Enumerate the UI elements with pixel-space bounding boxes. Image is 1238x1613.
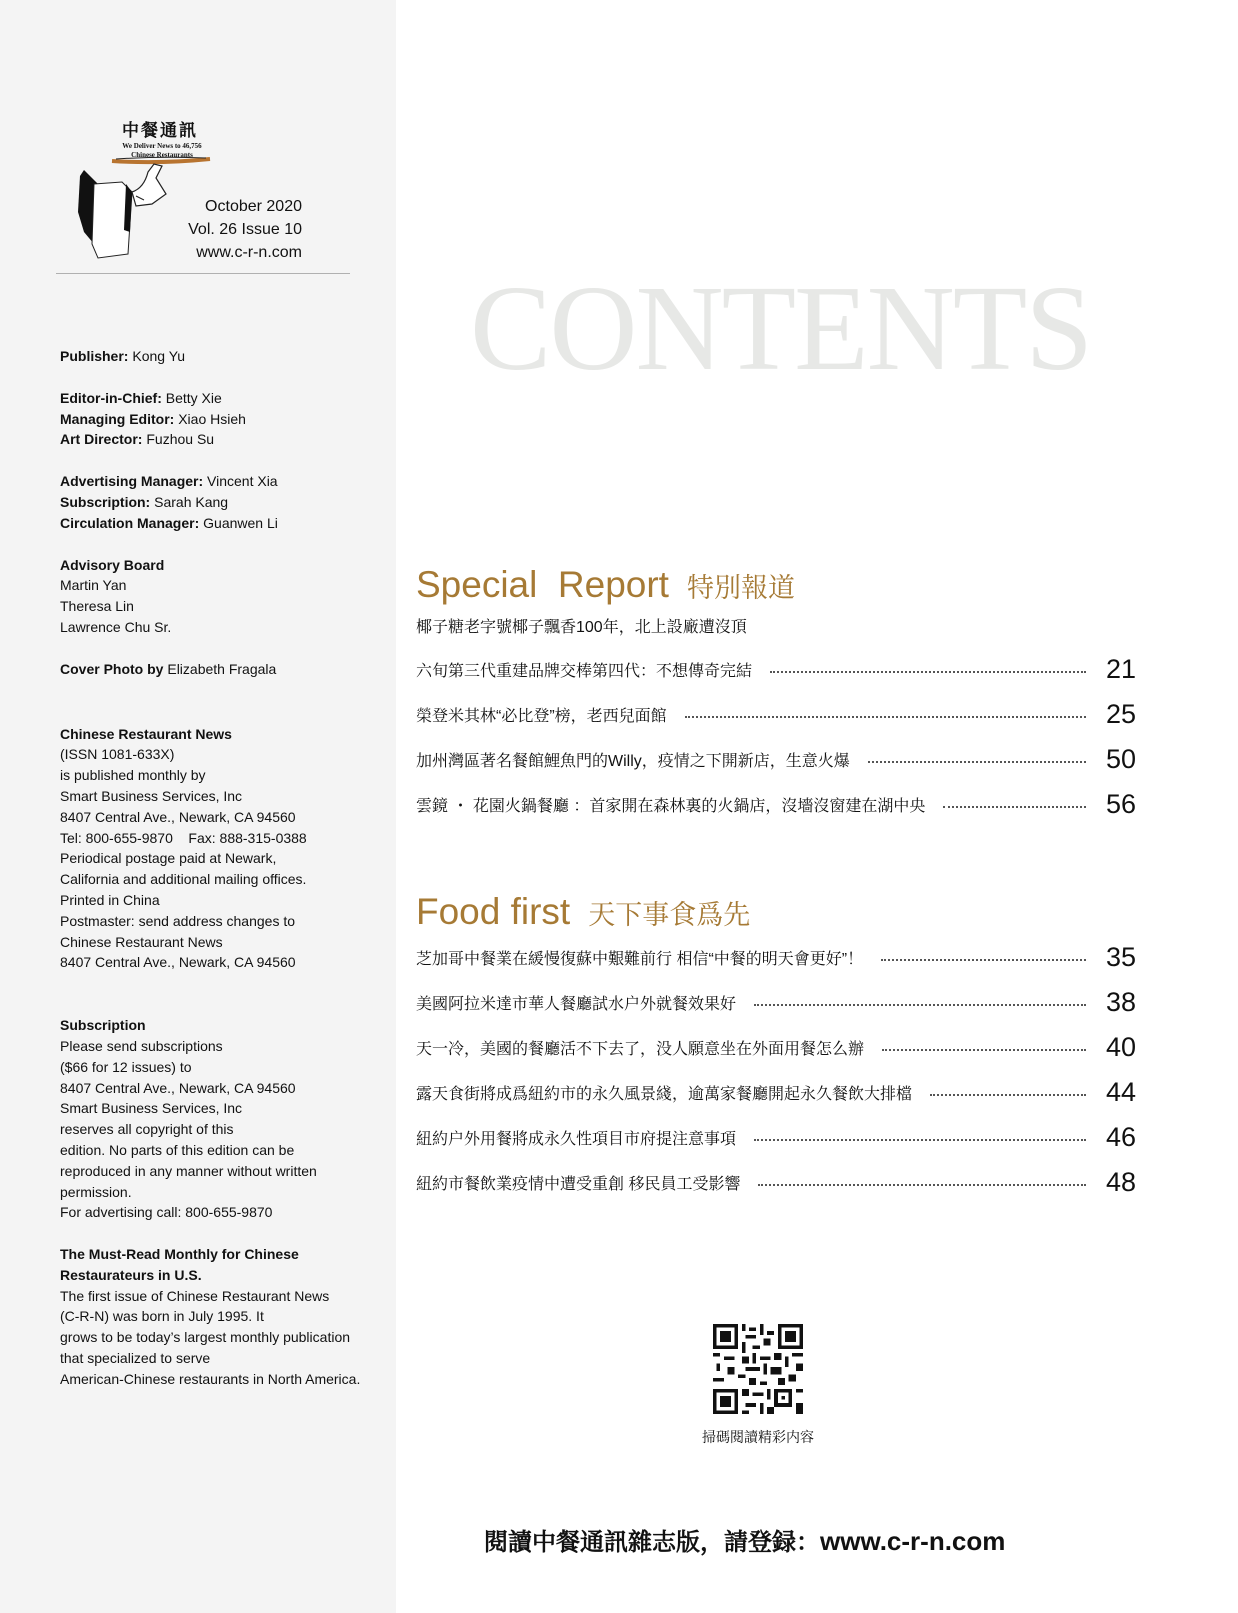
publication-info xyxy=(60,724,380,974)
special-report-title xyxy=(416,564,1136,608)
subscription-line: Subscription: Sarah Kang xyxy=(60,493,229,510)
toc-entry-title: 加州灣區著名餐館鯉魚門的Willy，疫情之下開新店，生意火爆 xyxy=(416,753,850,770)
must-read-text: The first issue of Chinese Restaurant News xyxy=(60,1287,330,1304)
toc-entry[interactable] xyxy=(416,1115,1136,1160)
must-read-text: American-Chinese restaurants in North America. xyxy=(60,1370,361,1387)
publisher-line: Publisher: Kong Yu xyxy=(60,348,186,364)
toc-entry[interactable] xyxy=(416,782,1136,827)
must-read-text: grows to be today’s largest monthly publication xyxy=(60,1329,351,1346)
dot-leader xyxy=(943,806,1086,808)
footer-text: 閱讀中餐通訊雜志版，請登録： xyxy=(484,1529,820,1556)
dot-leader xyxy=(881,959,1086,961)
advisory-board-heading: Advisory Board xyxy=(60,556,165,573)
food-first-title xyxy=(416,891,1136,935)
toc-entry-title: 榮登米其林“必比登”榜，老西兒面館 xyxy=(416,708,667,725)
advisory-member: Theresa Lin xyxy=(60,598,134,615)
subscription-info xyxy=(60,1015,380,1223)
publication-line: Smart Business Services, Inc xyxy=(60,787,243,804)
subscription-text: Please send subscriptions xyxy=(60,1037,223,1054)
toc-entry[interactable] xyxy=(416,980,1136,1025)
special-report-title-en: Special Report xyxy=(416,564,669,605)
food-first-title-en: Food first xyxy=(416,891,571,932)
art-director-line: Art Director: Fuzhou Su xyxy=(60,431,215,448)
toc-entry-page: 56 xyxy=(1105,789,1136,819)
publication-line: Postmaster: send address changes to xyxy=(60,912,296,929)
special-report-subtitle: 椰子糖老字號椰子飄香100年，北上設廠遭沒頂 xyxy=(416,619,747,636)
publication-line: 8407 Central Ave., Newark, CA 94560 xyxy=(60,954,296,971)
circulation-manager-line: Circulation Manager: Guanwen Li xyxy=(60,514,278,531)
sidebar-divider xyxy=(56,273,350,274)
subscription-text: For advertising call: 800-655-9870 xyxy=(60,1204,273,1221)
toc-entry-page: 46 xyxy=(1105,1122,1136,1152)
toc-entry-page: 50 xyxy=(1105,744,1136,774)
logo-tagline-2: Chinese Restaurants xyxy=(131,151,193,159)
advisory-member: Martin Yan xyxy=(60,577,127,594)
subscription-text: edition. No parts of this edition can be xyxy=(60,1141,295,1158)
dot-leader xyxy=(754,1139,1086,1141)
toc-entry[interactable] xyxy=(416,692,1136,737)
toc-entry-page: 44 xyxy=(1105,1077,1136,1107)
dot-leader xyxy=(685,716,1086,718)
publication-line: Printed in China xyxy=(60,891,160,908)
must-read-title: The Must-Read Monthly for Chinese xyxy=(60,1246,299,1263)
publication-line: Chinese Restaurant News xyxy=(60,933,223,950)
food-first-section xyxy=(416,891,1136,1205)
publication-line: 8407 Central Ave., Newark, CA 94560 xyxy=(60,808,296,825)
dot-leader xyxy=(882,1049,1086,1051)
contents-heading: CONTENTS xyxy=(470,261,1092,396)
dot-leader xyxy=(868,761,1086,763)
masthead-credits xyxy=(60,346,380,1390)
publication-line: Periodical postage paid at Newark, xyxy=(60,850,277,867)
special-report-title-cn: 特別報道 xyxy=(686,573,795,603)
must-read-title: Restaurateurs in U.S. xyxy=(60,1266,202,1283)
toc-entry-page: 25 xyxy=(1105,699,1136,729)
dot-leader xyxy=(770,671,1086,673)
toc-entry-page: 38 xyxy=(1105,987,1136,1017)
toc-entry-page: 35 xyxy=(1105,942,1136,972)
subscription-title: Subscription xyxy=(60,1017,146,1034)
dot-leader xyxy=(930,1094,1086,1096)
issue-date: October 2020 xyxy=(205,198,302,215)
footer-banner xyxy=(484,1522,1005,1557)
issue-website: www.c-r-n.com xyxy=(196,244,302,261)
must-read-text: (C-R-N) was born in July 1995. It xyxy=(60,1308,264,1325)
toc-entry-title: 紐約市餐飲業疫情中遭受重創 移民員工受影響 xyxy=(416,1176,741,1193)
toc-entry[interactable] xyxy=(416,1025,1136,1070)
issue-volume: Vol. 26 Issue 10 xyxy=(188,221,302,238)
dot-leader xyxy=(758,1184,1086,1186)
toc-entry[interactable] xyxy=(416,1160,1136,1205)
publication-title: Chinese Restaurant News xyxy=(60,725,232,742)
toc-entry-page: 21 xyxy=(1105,654,1136,684)
publication-line: (ISSN 1081-633X) xyxy=(60,746,175,763)
publication-line: California and additional mailing offices. xyxy=(60,871,307,888)
food-first-title-cn: 天下事食爲先 xyxy=(588,900,751,930)
toc-entry-title: 天一冷，美國的餐廳活不下去了，没人願意坐在外面用餐怎么辦 xyxy=(416,1041,865,1058)
logo-name: 中餐通訊 xyxy=(122,121,198,141)
subscription-text: ($66 for 12 issues) to xyxy=(60,1058,192,1075)
toc-entry[interactable] xyxy=(416,1070,1136,1115)
publication-line: is published monthly by xyxy=(60,767,206,784)
toc-entry-page: 40 xyxy=(1105,1032,1136,1062)
logo-tagline-1: We Deliver News to 46,756 xyxy=(122,142,202,150)
qr-code[interactable] xyxy=(713,1324,803,1414)
toc-entry-title: 芝加哥中餐業在緩慢復蘇中艱難前行 相信“中餐的明天會更好”！ xyxy=(416,951,864,968)
toc-entry-title: 美國阿拉米達市華人餐廳試水户外就餐效果好 xyxy=(416,996,737,1013)
must-read-text: that specialized to serve xyxy=(60,1350,211,1367)
advisory-member: Lawrence Chu Sr. xyxy=(60,618,172,635)
subscription-text: reserves all copyright of this xyxy=(60,1121,234,1138)
subscription-text: reproduced in any manner without written xyxy=(60,1162,317,1179)
toc-entry[interactable] xyxy=(416,737,1136,782)
toc-entry[interactable] xyxy=(416,647,1136,692)
must-read-info xyxy=(60,1244,380,1390)
editor-line: Editor-in-Chief: Betty Xie xyxy=(60,389,222,406)
toc-entry-title: 六旬第三代重建品牌交棒第四代：不想傳奇完結 xyxy=(416,663,753,680)
toc-entry[interactable] xyxy=(416,935,1136,980)
subscription-text: 8407 Central Ave., Newark, CA 94560 xyxy=(60,1079,296,1096)
special-report-section xyxy=(416,564,1136,827)
toc-entry-page: 48 xyxy=(1105,1167,1136,1197)
cover-photo-credit: Cover Photo by Elizabeth Fragala xyxy=(60,660,277,677)
subscription-text: permission. xyxy=(60,1183,132,1200)
masthead-sidebar xyxy=(0,0,396,1613)
publication-line: Tel: 800-655-9870 Fax: 888-315-0388 xyxy=(60,829,307,846)
footer-url[interactable]: www.c-r-n.com xyxy=(820,1526,1006,1556)
dot-leader xyxy=(754,1004,1086,1006)
managing-editor-line: Managing Editor: Xiao Hsieh xyxy=(60,410,246,427)
toc-entry-title: 露天食街將成爲紐約市的永久風景綫，逾萬家餐廳開起永久餐飲大排檔 xyxy=(416,1086,913,1103)
subscription-text: Smart Business Services, Inc xyxy=(60,1100,243,1117)
toc-entry-title: 雲鏡 ・ 花園火鍋餐廳 ：首家開在森林裏的火鍋店，沒墻沒窗建在湖中央 xyxy=(416,798,926,815)
issue-info xyxy=(170,195,302,264)
qr-caption: 掃碼閱讀精彩内容 xyxy=(702,1429,814,1445)
advertising-manager-line: Advertising Manager: Vincent Xia xyxy=(60,473,278,490)
toc-entry-title: 紐約户外用餐將成永久性項目市府提注意事項 xyxy=(416,1131,737,1148)
